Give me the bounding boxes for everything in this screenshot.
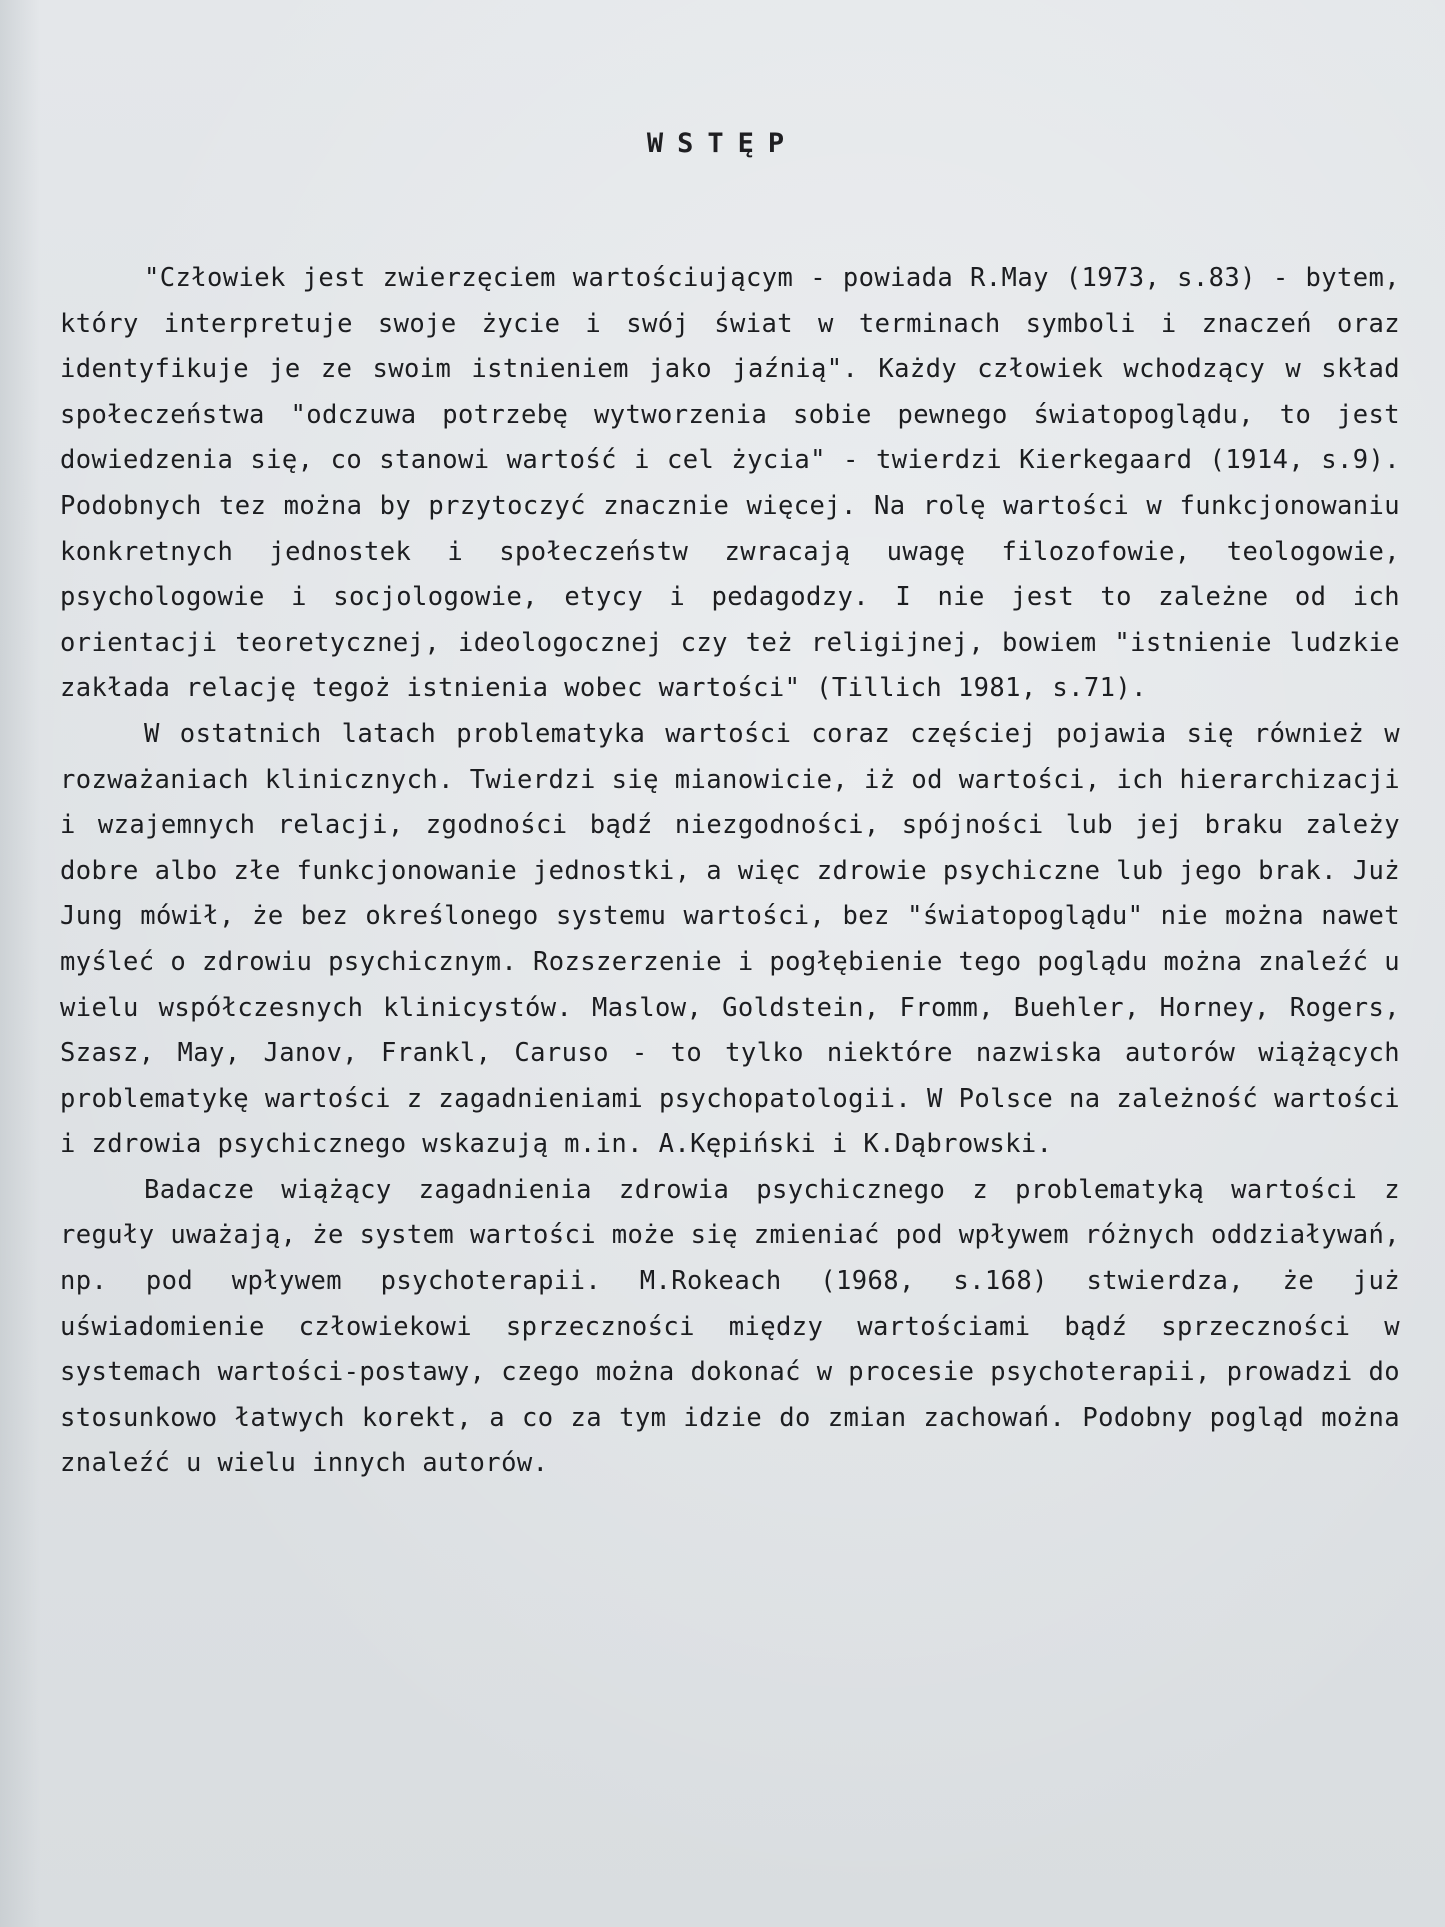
paragraph-1: "Człowiek jest zwierzęciem wartościującym - powiada R.May (1973, s.83) - bytem, który interpretuje swoje życie i swój świat w terminach symboli i znaczeń oraz identyfikuje je ze swoim istnieniem jako jaźnią". Każdy człowiek wchodzący w skład społeczeństwa "odczuwa potrzebę wytworzenia sobie pewnego światopoglądu, to jest dowiedzenia się, co stanowi wartość i cel życia" - twierdzi Kierkegaard (1914, s.9). Podobnych tez można by przytoczyć znacznie więcej. Na rolę wartości w funkcjonowaniu konkretnych jednostek i społeczeństw zwracają uwagę filozofowie, teologowie, psychologowie i socjologowie, etycy i pedagodzy. I nie jest to zależne od ich orientacji teoretycznej, ideologocznej czy też religijnej, bowiem "istnienie ludzkie zakłada relację tegoż istnienia wobec wartości" (Tillich 1981, s.71).: [60, 263, 1400, 704]
body-text: [60, 256, 1400, 1487]
paragraph-2: W ostatnich latach problematyka wartości coraz częściej pojawia się również w rozważaniach klinicznych. Twierdzi się mianowicie, iż od wartości, ich hierarchizacji i wzajemnych relacji, zgodności bądź niezgodności, spójności lub jej braku zależy dobre albo złe funkcjonowanie jednostki, a więc zdrowie psychiczne lub jego brak. Już Jung mówił, że bez określonego systemu wartości, bez "światopoglądu" nie można nawet myśleć o zdrowiu psychicznym. Rozszerzenie i pogłębienie tego poglądu można znaleźć u wielu współczesnych klinicystów. Maslow, Goldstein, Fromm, Buehler, Horney, Rogers, Szasz, May, Janov, Frankl, Caruso - to tylko niektóre nazwiska autorów wiążących problematykę wartości z zagadnieniami psychopatologii. W Polsce na zależność wartości i zdrowia psychicznego wskazują m.in. A.Kępiński i K.Dąbrowski.: [60, 718, 1400, 1160]
page-heading: WSTĘP: [646, 128, 799, 159]
paragraph-3: Badacze wiążący zagadnienia zdrowia psychicznego z problematyką wartości z reguły uważają, że system wartości może się zmieniać pod wpływem różnych oddziaływań, np. pod wpływem psychoterapii. M.Rokeach (1968, s.168) stwierdza, że już uświadomienie człowiekowi sprzeczności między wartościami bądź sprzeczności w systemach wartości-postawy, czego można dokonać w procesie psychoterapii, prowadzi do stosunkowo łatwych korekt, a co za tym idzie do zmian zachowań. Podobny pogląd można znaleźć u wielu innych autorów.: [60, 1174, 1400, 1479]
